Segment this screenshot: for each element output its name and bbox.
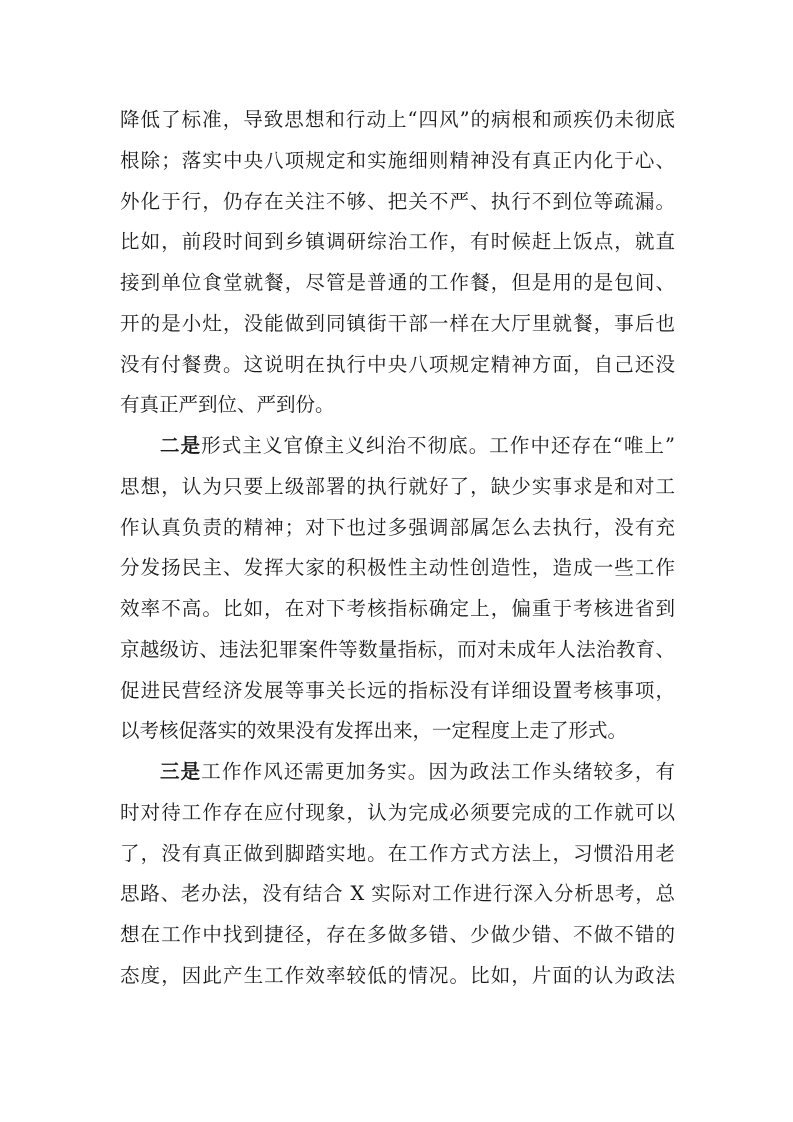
text-line: 没有付餐费。这说明在执行中央八项规定精神方面，自己还没: [120, 352, 675, 376]
text-line: 降低了标准，导致思想和行动上“四风”的病根和顽疾仍未彻底: [120, 108, 675, 131]
paragraph-1: [120, 100, 675, 426]
text-line: 思想，认为只要上级部署的执行就好了，缺少实事求是和对工: [120, 474, 675, 498]
text-line: 促进民营经济发展等事关长远的指标没有详细设置考核事项，: [120, 678, 675, 702]
text-line: 了，没有真正做到脚踏实地。在工作方式方法上，习惯沿用老: [120, 841, 675, 865]
text-line: 思路、老办法，没有结合 X 实际对工作进行深入分析思考，总: [120, 882, 675, 906]
text-line-first: [120, 752, 675, 793]
text-line-rest: 形式主义官僚主义纠治不彻底。工作中还存在“唯上”: [201, 434, 675, 457]
paragraph-lead: 三是: [160, 760, 202, 783]
text-line: 京越级访、违法犯罪案件等数量指标，而对未成年人法治教育、: [120, 637, 675, 661]
text-line: 根除；落实中央八项规定和实施细则精神没有真正内化于心、: [120, 148, 675, 172]
text-line-first: [120, 426, 675, 467]
text-line: 效率不高。比如，在对下考核指标确定上，偏重于考核进省到: [120, 597, 675, 620]
text-line: 分发扬民主、发挥大家的积极性主动性创造性，造成一些工作: [120, 556, 675, 580]
text-line: 作认真负责的精神；对下也过多强调部属怎么去执行，没有充: [120, 515, 675, 539]
paragraph-3: [120, 752, 675, 997]
text-line: 接到单位食堂就餐，尽管是普通的工作餐，但是用的是包间、: [120, 271, 675, 294]
text-line: 时对待工作存在应付现象，认为完成必须要完成的工作就可以: [120, 800, 675, 824]
text-line: 比如，前段时间到乡镇调研综治工作，有时候赶上饭点，就直: [120, 230, 675, 254]
text-line: 以考核促落实的效果没有发挥出来，一定程度上走了形式。: [120, 719, 628, 743]
text-line: 开的是小灶，没能做到同镇街干部一样在大厅里就餐，事后也: [120, 311, 675, 335]
text-line-rest: 工作作风还需更加务实。因为政法工作头绪较多，有: [201, 760, 675, 783]
text-line: 有真正严到位、严到份。: [120, 393, 335, 417]
text-line: 外化于行，仍存在关注不够、把关不严、执行不到位等疏漏。: [120, 189, 675, 213]
document-body: [120, 100, 675, 997]
paragraph-lead: 二是: [160, 434, 202, 457]
text-line: 想在工作中找到捷径，存在多做多错、少做少错、不做不错的: [120, 923, 675, 946]
paragraph-2: [120, 426, 675, 752]
text-line: 态度，因此产生工作效率较低的情况。比如，片面的认为政法: [120, 963, 675, 987]
